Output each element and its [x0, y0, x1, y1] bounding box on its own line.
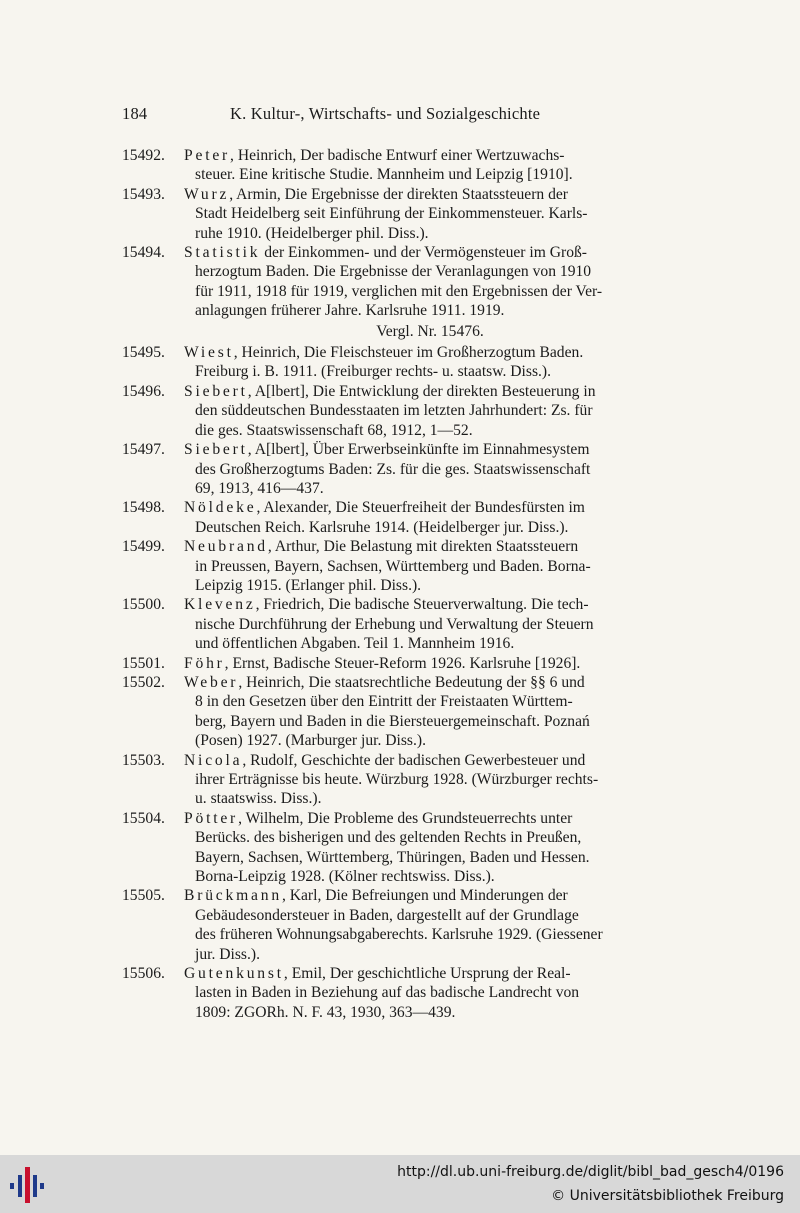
entry-text [184, 964, 676, 1022]
entry-line: ruhe 1910. (Heidelberger phil. Diss.). [195, 224, 429, 242]
entry-number: 15505. [122, 887, 165, 905]
entry-author: Pötter [184, 809, 239, 827]
entry-line: u. staatswiss. Diss.). [195, 790, 322, 808]
entry-line-rest: , Friedrich, Die badische Steuerverwaltung. Die tech- [255, 596, 589, 614]
bibliography-entry [122, 673, 676, 751]
entry-line-rest: , Emil, Der geschichtliche Ursprung der Real- [283, 965, 571, 983]
entry-line: ihrer Erträgnisse bis heute. Würzburg 1928. (Würzburger rechts- [195, 771, 599, 788]
entry-number: 15498. [122, 499, 165, 517]
entry-line [184, 673, 676, 692]
entry-author: Brückmann [184, 887, 282, 905]
entry-line: Freiburg i. B. 1911. (Freiburger rechts- u. staatsw. Diss.). [195, 363, 552, 381]
entry-line [184, 886, 676, 905]
entry-text [184, 751, 676, 809]
bibliography-entry [122, 809, 676, 887]
entry-line [184, 243, 676, 262]
entry-line [184, 440, 676, 459]
entry-line: den süddeutschen Bundesstaaten im letzten Jahrhundert: Zs. für [195, 402, 593, 420]
bibliography-entry [122, 654, 676, 673]
entry-author: Neubrand [184, 538, 268, 556]
entry-number: 15501. [122, 654, 165, 672]
entry-line: Leipzig 1915. (Erlanger phil. Diss.). [195, 576, 422, 594]
entry-line: Gebäudesondersteuer in Baden, dargestellt auf der Grundlage [195, 906, 579, 924]
bibliography-entry [122, 498, 676, 537]
entry-line-rest: , Armin, Die Ergebnisse der direkten Staatssteuern der [229, 185, 569, 203]
entry-text [184, 382, 676, 440]
entry-number: 15500. [122, 596, 165, 614]
entry-line: berg, Bayern und Baden in die Biersteuergemeinschaft. Poznań [195, 712, 590, 730]
bibliography-entry [122, 537, 676, 595]
entry-author: Wiest [184, 344, 234, 362]
entry-text [184, 243, 676, 321]
source-url[interactable]: http://dl.ub.uni-freiburg.de/diglit/bibl_bad_gesch4/0196 [397, 1164, 784, 1180]
entry-line: Deutschen Reich. Karlsruhe 1914. (Heidelberger jur. Diss.). [195, 518, 569, 536]
entry-line: Borna-Leipzig 1928. (Kölner rechtswiss. Diss.). [195, 868, 495, 886]
bibliography-entry [122, 440, 676, 498]
entry-author: Peter [184, 147, 231, 164]
entry-author: Weber [184, 673, 239, 691]
entry-author: Wurz [184, 185, 230, 203]
entry-line [184, 751, 676, 770]
entry-line: des Großherzogtums Baden: Zs. für die ges. Staatswissenschaft [195, 460, 591, 478]
entry-line-rest: , Arthur, Die Belastung mit direkten Staatssteuern [267, 538, 579, 556]
entry-line [184, 595, 676, 614]
entry-line-rest: , Ernst, Badische Steuer-Reform 1926. Karlsruhe [1926]. [224, 654, 581, 672]
bibliography-entry [122, 886, 676, 964]
entry-line [184, 498, 676, 517]
entry-line [184, 654, 676, 673]
ub-freiburg-logo-icon[interactable] [8, 1165, 46, 1205]
entry-line: für 1911, 1918 für 1919, verglichen mit den Ergebnissen der Ver- [195, 282, 603, 300]
entry-number: 15497. [122, 441, 165, 459]
entry-line-rest: , Heinrich, Der badische Entwurf einer Wertzuwachs- [230, 147, 565, 164]
bibliography-entry [122, 595, 676, 653]
page-number: 184 [122, 104, 148, 123]
entry-author: Nicola [184, 751, 243, 769]
entry-line: 69, 1913, 416—437. [195, 479, 324, 497]
entry-line-rest: der Einkommen- und der Vermögensteuer im Groß- [260, 244, 587, 262]
entry-number: 15496. [122, 382, 165, 400]
bibliography-entry [122, 382, 676, 440]
entry-line [184, 343, 676, 362]
footer-bar [0, 1155, 800, 1213]
entry-author: Siebert [184, 441, 248, 459]
entry-number: 15506. [122, 965, 165, 983]
entry-line-rest: , Alexander, Die Steuerfreiheit der Bundesfürsten im [256, 499, 585, 517]
entry-line-rest: , A[lbert], Über Erwerbseinkünfte im Einnahmesystem [247, 441, 590, 459]
entry-line: Stadt Heidelberg seit Einführung der Einkommensteuer. Karls- [195, 205, 588, 223]
entry-line-rest: , Heinrich, Die staatsrechtliche Bedeutung der §§ 6 und [238, 673, 585, 691]
entry-author: Föhr [184, 654, 225, 672]
entry-line: nische Durchführung der Erhebung und Verwaltung der Steuern [195, 615, 594, 633]
entry-line: herzogtum Baden. Die Ergebnisse der Veranlagungen von 1910 [195, 263, 592, 281]
entry-text [184, 654, 676, 673]
entry-line [184, 809, 676, 828]
entry-line: Berücks. des bisherigen und des geltenden Rechts in Preußen, [195, 829, 582, 847]
entry-text [184, 673, 676, 751]
entry-line: 8 in den Gesetzen über den Eintritt der Freistaaten Württem- [195, 693, 573, 711]
entry-text [184, 343, 676, 382]
running-head: K. Kultur-, Wirtschafts- und Sozialgeschichte [230, 104, 541, 123]
entry-line: Bayern, Sachsen, Württemberg, Thüringen, Baden und Hessen. [195, 848, 590, 866]
entry-line [184, 537, 676, 556]
entry-line: 1809: ZGORh. N. F. 43, 1930, 363—439. [195, 1003, 456, 1021]
entry-text [184, 498, 676, 537]
entry-author: Gutenkunst [184, 965, 284, 983]
bibliography-entry [122, 243, 676, 321]
copyright-notice: © Universitätsbibliothek Freiburg [551, 1188, 784, 1204]
entry-number: 15494. [122, 244, 165, 262]
entry-text [184, 146, 676, 185]
entry-line [184, 185, 676, 204]
entry-line-rest: , Karl, Die Befreiungen und Minderungen der [281, 887, 568, 905]
entry-text [184, 809, 676, 887]
entry-number: 15503. [122, 751, 165, 769]
bibliography-entry [122, 964, 676, 1022]
entry-text [184, 886, 676, 964]
entry-line [184, 146, 676, 165]
entry-number: 15502. [122, 673, 165, 691]
entry-line [184, 382, 676, 401]
bibliography-entries [122, 146, 676, 1022]
entry-line: (Posen) 1927. (Marburger jur. Diss.). [195, 732, 426, 750]
entry-line-rest: , A[lbert], Die Entwicklung der direkten Besteuerung in [247, 382, 596, 400]
entry-line: anlagungen früherer Jahre. Karlsruhe 1911. 1919. [195, 302, 505, 320]
bibliography-entry [122, 343, 676, 382]
entry-author: Statistik [184, 244, 261, 262]
entry-line: in Preussen, Bayern, Sachsen, Württemberg und Baden. Borna- [195, 557, 591, 575]
entry-text [184, 537, 676, 595]
entry-author: Nöldeke [184, 499, 257, 517]
entry-text [184, 440, 676, 498]
entry-line: jur. Diss.). [195, 945, 260, 963]
entry-line: und öffentlichen Abgaben. Teil 1. Mannheim 1916. [195, 635, 515, 653]
entry-number: 15499. [122, 538, 165, 556]
entry-line: steuer. Eine kritische Studie. Mannheim und Leipzig [1910]. [195, 166, 573, 184]
entry-number: 15495. [122, 344, 165, 362]
entry-number: 15504. [122, 809, 165, 827]
entry-number: 15492. [122, 147, 165, 164]
bibliography-entry [122, 185, 676, 243]
entry-line-rest: , Wilhelm, Die Probleme des Grundsteuerrechts unter [238, 809, 573, 827]
entry-line: die ges. Staatswissenschaft 68, 1912, 1—52. [195, 421, 473, 439]
cross-reference: Vergl. Nr. 15476. [376, 322, 484, 340]
entry-author: Siebert [184, 382, 248, 400]
entry-author: Klevenz [184, 596, 256, 614]
bibliography-entry [122, 751, 676, 809]
entry-line [184, 964, 676, 983]
entry-line: lasten in Baden in Beziehung auf das badische Landrecht von [195, 984, 580, 1002]
entry-line-rest: , Rudolf, Geschichte der badischen Gewerbesteuer und [242, 751, 586, 769]
entry-number: 15493. [122, 185, 165, 203]
entry-line-rest: , Heinrich, Die Fleischsteuer im Großherzogtum Baden. [233, 344, 584, 362]
entry-line: des früheren Wohnungsabgaberechts. Karlsruhe 1929. (Giessener [195, 926, 603, 944]
entry-text [184, 595, 676, 653]
entry-text [184, 185, 676, 243]
bibliography-entry [122, 146, 676, 185]
